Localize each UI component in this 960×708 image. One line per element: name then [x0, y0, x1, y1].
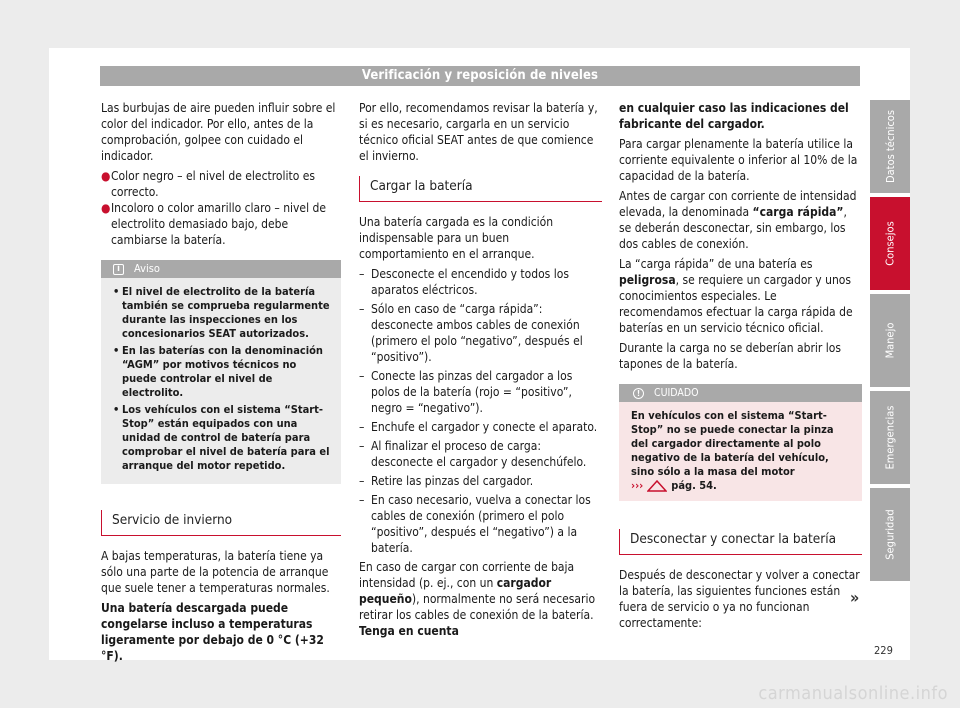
page-header: Verificación y reposición de niveles [100, 66, 860, 86]
notice-header [101, 260, 341, 278]
paragraph-bold: Una batería descargada puede congelarse incluso a temperaturas ligeramente por debajo de 0 °C (+32 °F). [101, 601, 324, 663]
watermark: carmanualsonline.info [758, 683, 948, 704]
page-number: 229 [874, 644, 893, 657]
paragraph: Una batería cargada es la condición indispensable para un buen comportamiento en el arranque. [359, 215, 554, 261]
paragraph: Las burbujas de aire pueden influir sobre el color del indicador. Por ello, antes de la comprobación, golpee con cuidado el indicador. [101, 101, 336, 163]
notice-label: Aviso [134, 262, 160, 275]
step-item: – Desconecte el encendido y todos los aparatos eléctricos. [359, 267, 569, 297]
column-3 [619, 100, 862, 635]
paragraph: Después de desconectar y volver a conectar la batería, las siguientes funciones están fuera de servicio o ya no funcionan correctamente: [619, 568, 860, 630]
section-title-disconnect: Desconectar y conectar la batería [619, 529, 862, 555]
paragraph-bold: en cualquier caso las indicaciones del fabricante del cargador. [619, 101, 849, 131]
paragraph: Por ello, recomendamos revisar la batería y, si es necesario, cargarla en un servicio técnico oficial SEAT antes de que comience el invierno. [359, 101, 598, 163]
tab-consejos[interactable]: Consejos [870, 197, 910, 290]
step-item: – Sólo en caso de “carga rápida”: desconecte ambos cables de conexión (primero el polo “negativo”, después el “positivo”). [359, 302, 583, 364]
page-reference[interactable]: ››› pág. 54. [631, 479, 717, 492]
paragraph: Antes de cargar con corriente de intensidad elevada, la denominada “carga rápida”, se deberán desconectar, sin embargo, los dos cables de conexión. [619, 189, 857, 251]
bullet-icon: ● [101, 169, 111, 183]
caution-header [619, 384, 862, 402]
caution-box [619, 384, 862, 501]
step-item: – En caso necesario, vuelva a conectar los cables de conexión (primero el polo “positivo”, después el “negativo”) a la batería. [359, 493, 591, 555]
bullet-item: ● Incoloro o color amarillo claro – nivel de electrolito demasiado bajo, debe cambiarse la batería. [101, 201, 327, 247]
paragraph: En caso de cargar con corriente de baja intensidad (p. ej., con un cargador pequeño), normalmente no será necesario retirar los cables de conexión de la batería. Tenga en cuenta [359, 560, 596, 638]
warning-triangle-icon [647, 480, 667, 492]
notice-item: • El nivel de electrolito de la batería también se comprueba regularmente durante las inspecciones en los concesionarios SEAT autorizados. [113, 285, 330, 340]
section-title-winter: Servicio de invierno [101, 510, 341, 536]
section-title-charge: Cargar la batería [359, 176, 602, 202]
paragraph: La “carga rápida” de una batería es peligrosa, se requiere un cargador y unos conocimientos especiales. Le recomendamos efectuar la carga rápida de baterías en un servicio técnico oficial. [619, 257, 853, 335]
notice-item: • Los vehículos con el sistema “Start-Stop” están equipados con una unidad de control de batería para comprobar el nivel de batería para el arranque del motor repetido. [113, 403, 330, 472]
notice-body [101, 278, 341, 484]
bullet-icon: ● [101, 201, 111, 215]
warning-icon: ! [633, 388, 644, 399]
tab-datos-tecnicos[interactable]: Datos técnicos [870, 100, 910, 193]
tab-emergencias[interactable]: Emergencias [870, 391, 910, 484]
step-item: – Enchufe el cargador y conecte el aparato. [359, 420, 598, 434]
notice-item: • En las baterías con la denominación “AGM” por motivos técnicos no puede controlar el nivel de electrolito. [113, 344, 323, 399]
caution-body: En vehículos con el sistema “Start-Stop” no se puede conectar la pinza del cargador directamente al polo negativo de la batería del vehículo, sino sólo a la masa del motor ››› pág. 54. [619, 402, 862, 501]
step-item: – Retire las pinzas del cargador. [359, 474, 534, 488]
column-1 [101, 100, 341, 668]
notice-box [101, 260, 341, 484]
paragraph: A bajas temperaturas, la batería tiene ya sólo una parte de la potencia de arranque que suele tener a temperaturas normales. [101, 549, 330, 595]
tab-seguridad[interactable]: Seguridad [870, 488, 910, 581]
chapter-tabs [870, 100, 910, 585]
info-icon: i [113, 264, 124, 275]
step-item: – Conecte las pinzas del cargador a los polos de la batería (rojo = “positivo”, negro = “negativo”). [359, 369, 573, 415]
step-item: – Al finalizar el proceso de carga: desconecte el cargador y desenchúfelo. [359, 439, 587, 469]
continue-icon: » [850, 588, 860, 607]
tab-manejo[interactable]: Manejo [870, 294, 910, 387]
paragraph: Durante la carga no se deberían abrir los tapones de la batería. [619, 341, 841, 371]
bullet-item: ● Color negro – el nivel de electrolito es correcto. [101, 169, 316, 199]
caution-label: CUIDADO [654, 387, 699, 399]
paragraph: Para cargar plenamente la batería utilice la corriente equivalente o inferior al 10% de la capacidad de la batería. [619, 137, 858, 183]
column-2 [359, 100, 602, 643]
